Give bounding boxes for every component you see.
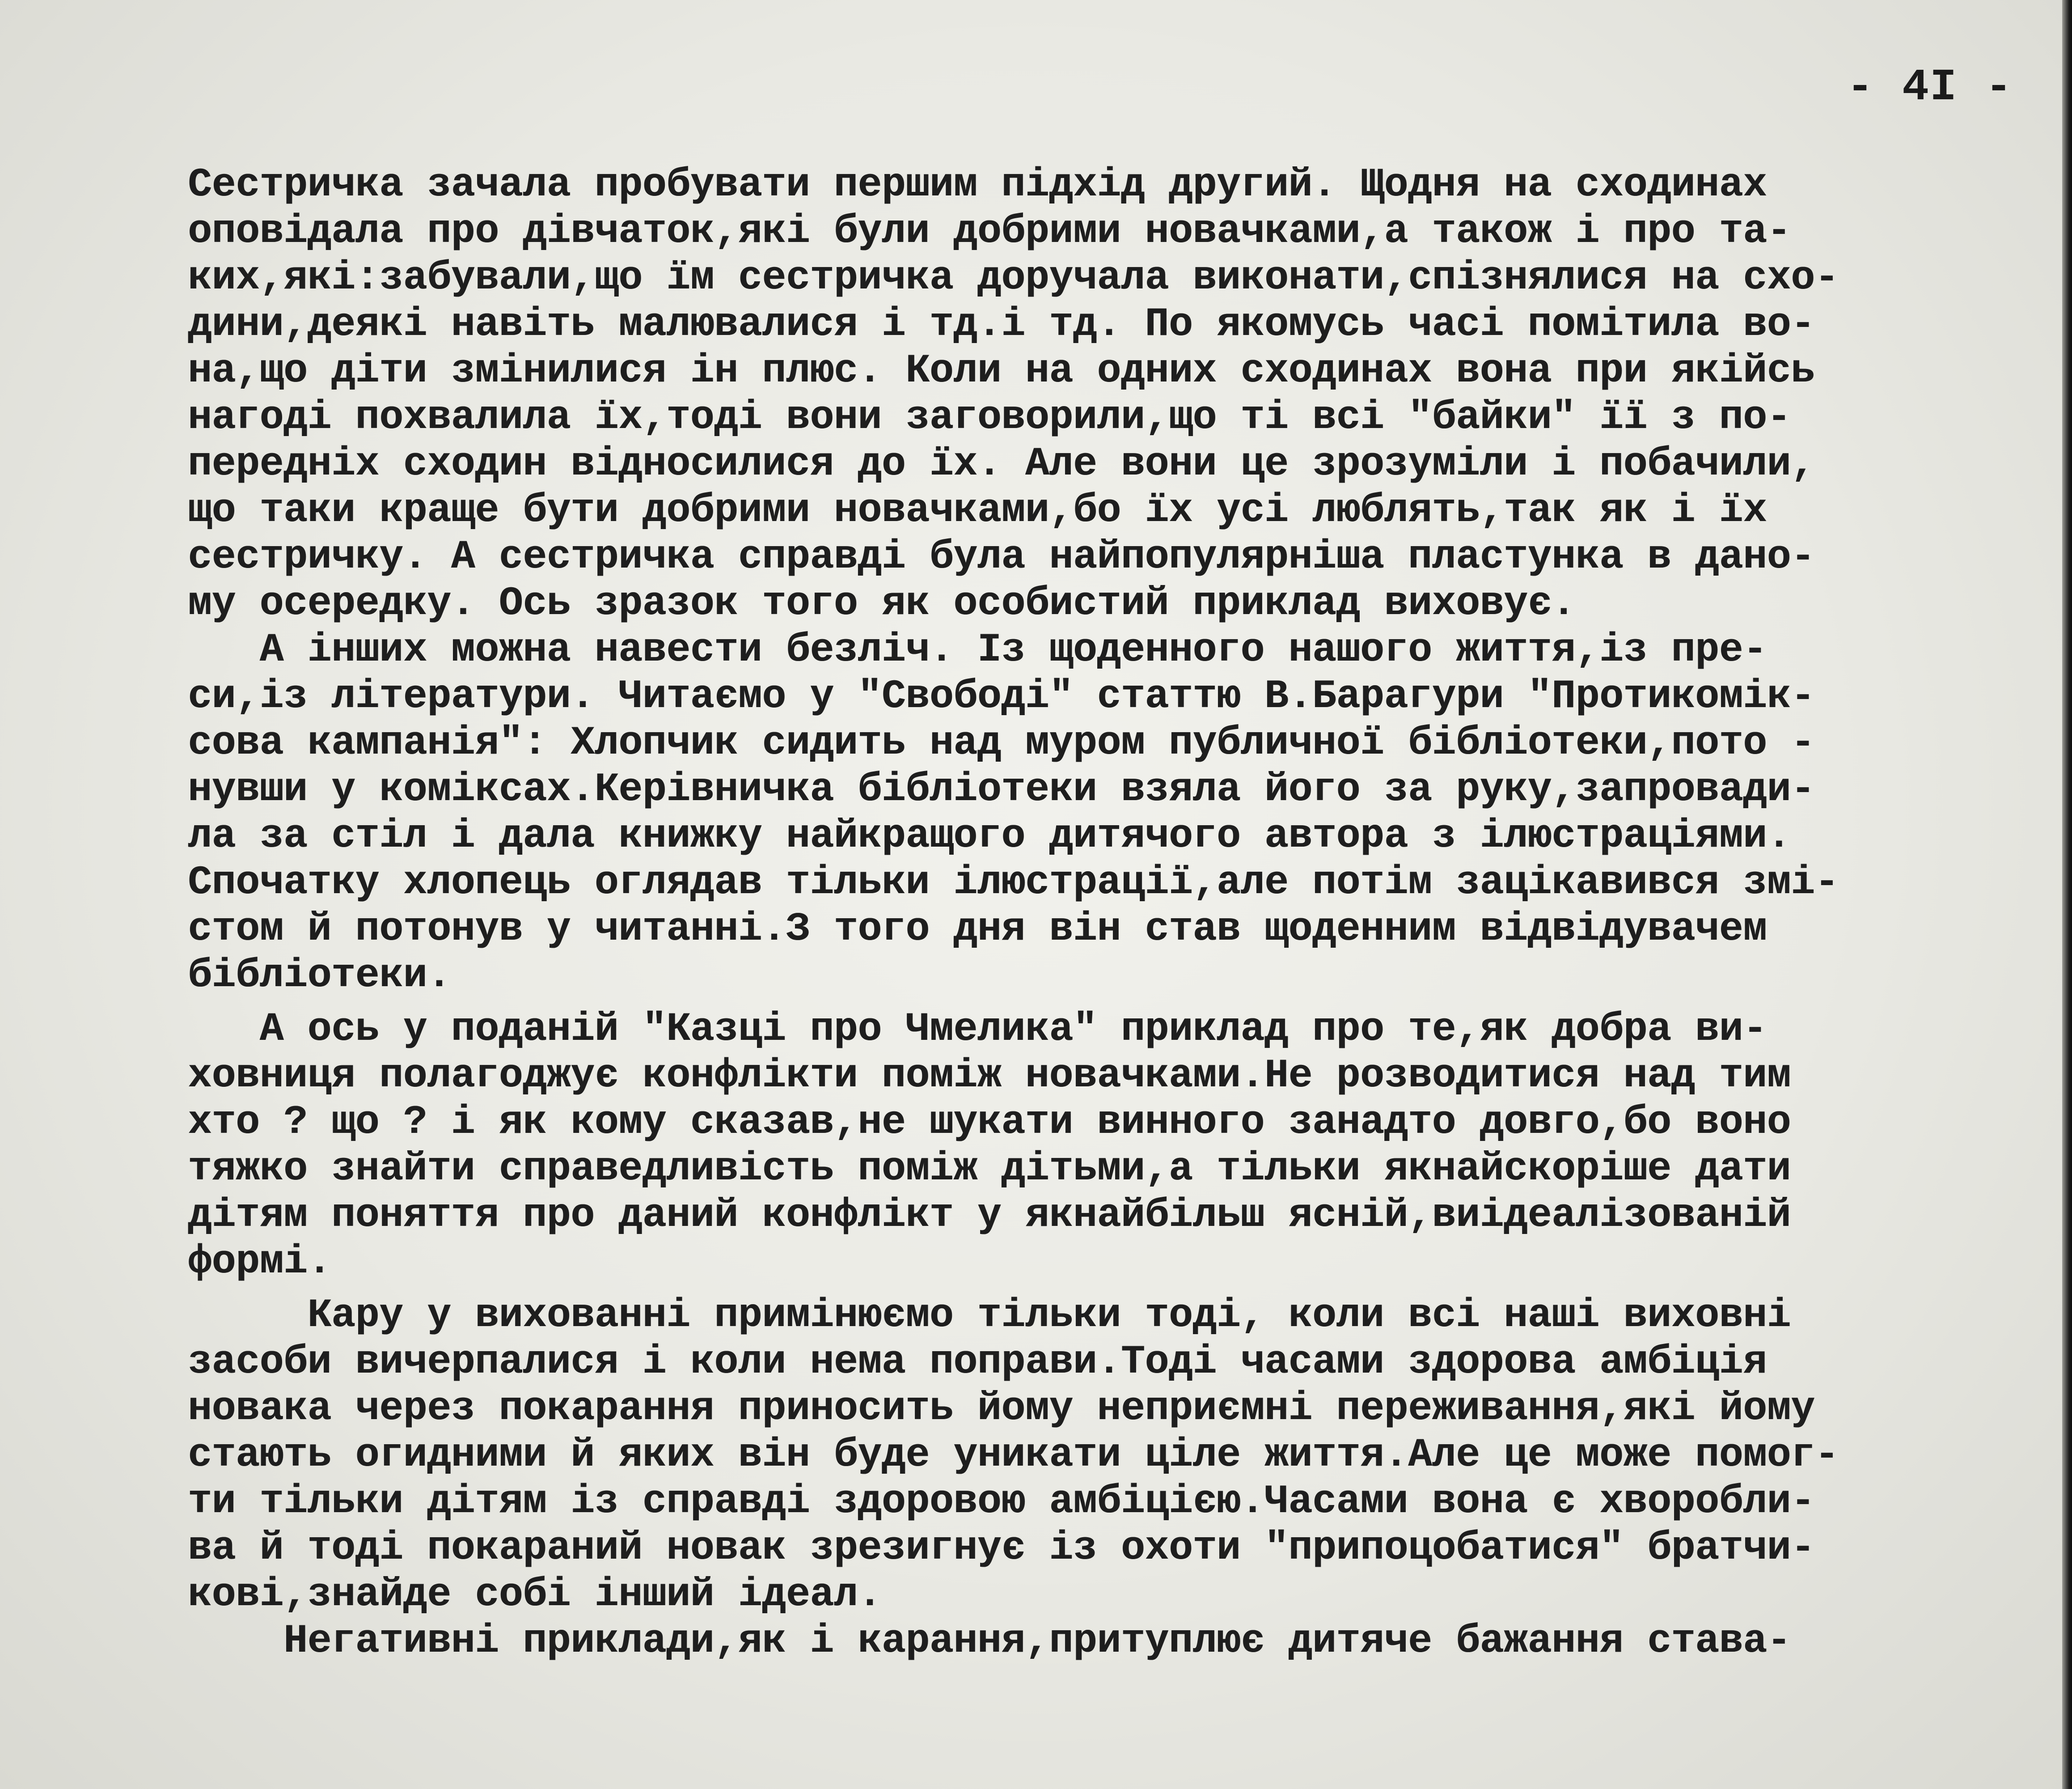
text-line: нагоді похвалила їх,тоді вони заговорили,що ті всі "байки" її з по-: [188, 395, 1791, 441]
text-line: ховниця полагоджує конфлікти поміж новачками.Не розводитися над тим: [188, 1053, 1791, 1099]
text-line: кові,знайде собі інший ідеал.: [188, 1572, 882, 1618]
text-line: му осередку. Ось зразок того як особистий приклад виховує.: [188, 581, 1576, 627]
text-line: нувши у коміксах.Керівничка бібліотеки взяла його за руку,запровади-: [188, 767, 1815, 813]
text-line: ти тільки дітям із справді здоровою амбіцією.Часами вона є хворобли-: [188, 1479, 1815, 1525]
paragraph-gap: [188, 1285, 2043, 1293]
text-line: формі.: [188, 1239, 332, 1285]
text-line: Сестричка зачала пробувати першим підхід другий. Щодня на сходинах: [188, 162, 1767, 208]
page-number: - 4I -: [1847, 63, 2013, 113]
text-line: стають огидними й яких він буде уникати ціле життя.Але це може помог-: [188, 1433, 1839, 1478]
text-line: стом й потонув у читанні.З того дня він став щоденним відвідувачем: [188, 907, 1767, 952]
text-line: бібліотеки.: [188, 953, 451, 999]
text-line: дітям поняття про даний конфлікт у якнайбільш ясній,виідеалізованій: [188, 1193, 1791, 1238]
text-line: сова кампанія": Хлопчик сидить над муром публичної бібліотеки,пото -: [188, 721, 1815, 766]
scanner-edge: [2062, 0, 2072, 1789]
text-line: ва й тоді покараний новак зрезигнує із охоти "припоцобатися" братчи-: [188, 1526, 1815, 1571]
text-line: сестричку. А сестричка справді була найпопулярніша пластунка в дано-: [188, 534, 1815, 580]
text-line: на,що діти змінилися ін плюс. Коли на одних сходинах вона при якійсь: [188, 348, 1815, 394]
text-line: Кару у вихованні примінюємо тільки тоді, коли всі наші виховні: [188, 1293, 1791, 1339]
text-line: А ось у поданій "Казці про Чмелика" приклад про те,як добра ви-: [188, 1007, 1767, 1052]
text-line: оповідала про дівчаток,які були добрими новачками,а також і про та-: [188, 209, 1791, 254]
text-line: ких,які:забували,що їм сестричка доручала виконати,спізнялися на схо-: [188, 255, 1839, 301]
text-line: дини,деякі навіть малювалися і тд.і тд. По якомусь часі помітила во-: [188, 302, 1815, 348]
paragraph-gap: [188, 999, 2043, 1006]
text-line: А інших можна навести безліч. Із щоденного нашого життя,із пре-: [188, 627, 1767, 673]
text-line: ла за стіл і дала книжку найкращого дитячого автора з ілюстраціями.: [188, 814, 1791, 859]
text-line: новака через покарання приносить йому неприємні переживання,які йому: [188, 1386, 1815, 1432]
text-line: передніх сходин відносилися до їх. Але вони це зрозуміли і побачили,: [188, 441, 1815, 487]
text-line: тяжко знайти справедливість поміж дітьми,а тільки якнайскоріше дати: [188, 1146, 1791, 1192]
typewritten-body: [188, 162, 2043, 1665]
text-line: Негативні приклади,як і карання,притуплює дитяче бажання става-: [188, 1619, 1791, 1664]
text-line: що таки краще бути добрими новачками,бо їх усі люблять,так як і їх: [188, 488, 1767, 534]
text-line: Спочатку хлопець оглядав тільки ілюстрації,але потім зацікавився змі-: [188, 860, 1839, 906]
text-line: хто ? що ? і як кому сказав,не шукати винного занадто довго,бо воно: [188, 1100, 1791, 1145]
text-line: си,із літератури. Читаємо у "Свободі" статтю В.Барагури "Протикомік-: [188, 674, 1815, 720]
text-line: засоби вичерпалися і коли нема поправи.Тоді часами здорова амбіція: [188, 1340, 1767, 1385]
